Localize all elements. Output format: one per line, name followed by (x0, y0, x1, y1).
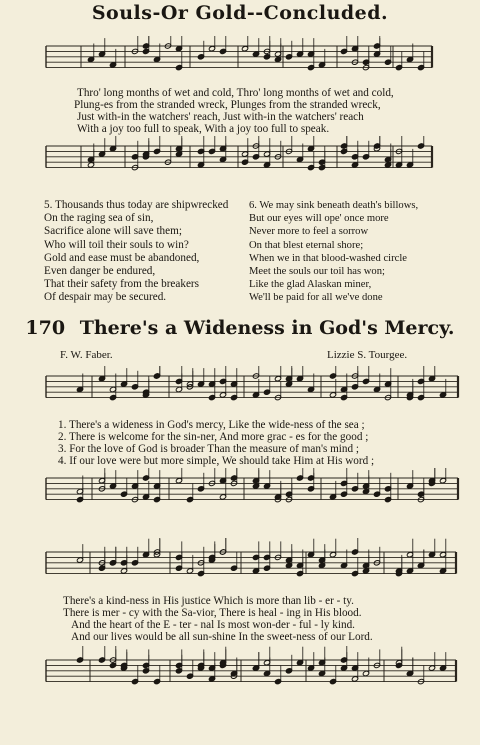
verse-line: On that blest eternal shore; (249, 239, 364, 251)
verse-line: Who will toil their souls to win? (44, 238, 189, 251)
verse-line: Even danger be endured, (44, 265, 156, 278)
music-staff-170-treble-1 (0, 366, 480, 418)
lyric-line: Just with-in the watchers' reach, Just with-in the watchers' reach (77, 111, 364, 123)
music-staff-170-treble-2 (0, 538, 480, 594)
verse-line: 5. Thousands thus today are shipwrecked (44, 199, 229, 211)
lyric-line: Thro' long months of wet and cold, Thro' long months of wet and cold, (77, 87, 394, 99)
verse-6 (249, 199, 418, 305)
hymn-heading (0, 317, 480, 339)
music-staff-170-bass-1 (0, 468, 480, 518)
verse-line: 6. We may sink beneath death's billows, (249, 200, 419, 211)
lyric-line: 1. There's a wideness in God's mercy, Like the wide-ness of the sea ; (58, 419, 365, 431)
continuation-title: Souls-Or Gold--Concluded. (91, 2, 389, 24)
verse-line: That their safety from the breakers (44, 278, 200, 291)
hymn-composer: Lizzie S. Tourgee. (327, 349, 408, 361)
lyric-line: There is mer - cy with the Sa-vior, There is heal - ing in His blood. (63, 607, 362, 619)
lyric-line: 3. For the love of God is broader Than the measure of man's mind ; (58, 443, 360, 455)
music-staff-top-bass (0, 136, 480, 182)
verse-line: When we in that blood-washed circle (249, 252, 407, 264)
verse-line: Of despair may be secured. (44, 291, 167, 304)
lyric-line: And our lives would be all sun-shine In the sweet-ness of our Lord. (71, 631, 373, 643)
lyric-line: With a joy too full to speak, With a joy too full to speak. (77, 123, 330, 135)
hymn-title: There's a Wideness in God's Mercy. (79, 317, 455, 339)
lyric-line: 2. There is welcome for the sin-ner, And more grac - es for the good ; (58, 431, 369, 443)
hymn-author: F. W. Faber. (60, 349, 113, 361)
lyric-line: 4. If our love were but more simple, We should take Him at His word ; (58, 455, 375, 467)
verse-line: Meet the souls our toil has won; (249, 266, 385, 278)
verse-line: Sacrifice alone will save them; (44, 225, 182, 238)
hymn-number: 170 (25, 317, 66, 339)
verse-line: We'll be paid for all we've done (249, 292, 383, 304)
verse-line: Never more to feel a sorrow (249, 226, 369, 238)
lyric-line: Plung-es from the stranded wreck, Plunges from the stranded wreck, (74, 99, 381, 111)
verse-line: Like the glad Alaskan miner, (249, 279, 372, 291)
music-staff-170-bass-2 (0, 646, 480, 706)
verse-5 (44, 199, 228, 305)
lyric-line: And the heart of the E - ter - nal Is most won-der - ful - ly kind. (71, 619, 355, 631)
verse-line: On the raging sea of sin, (44, 212, 154, 225)
verse-line: But our eyes will ope' once more (249, 213, 389, 225)
verse-line: Gold and ease must be abandoned, (44, 251, 200, 264)
music-staff-top-treble (0, 36, 480, 86)
lyric-line: There's a kind-ness in His justice Which is more than lib - er - ty. (63, 595, 354, 607)
